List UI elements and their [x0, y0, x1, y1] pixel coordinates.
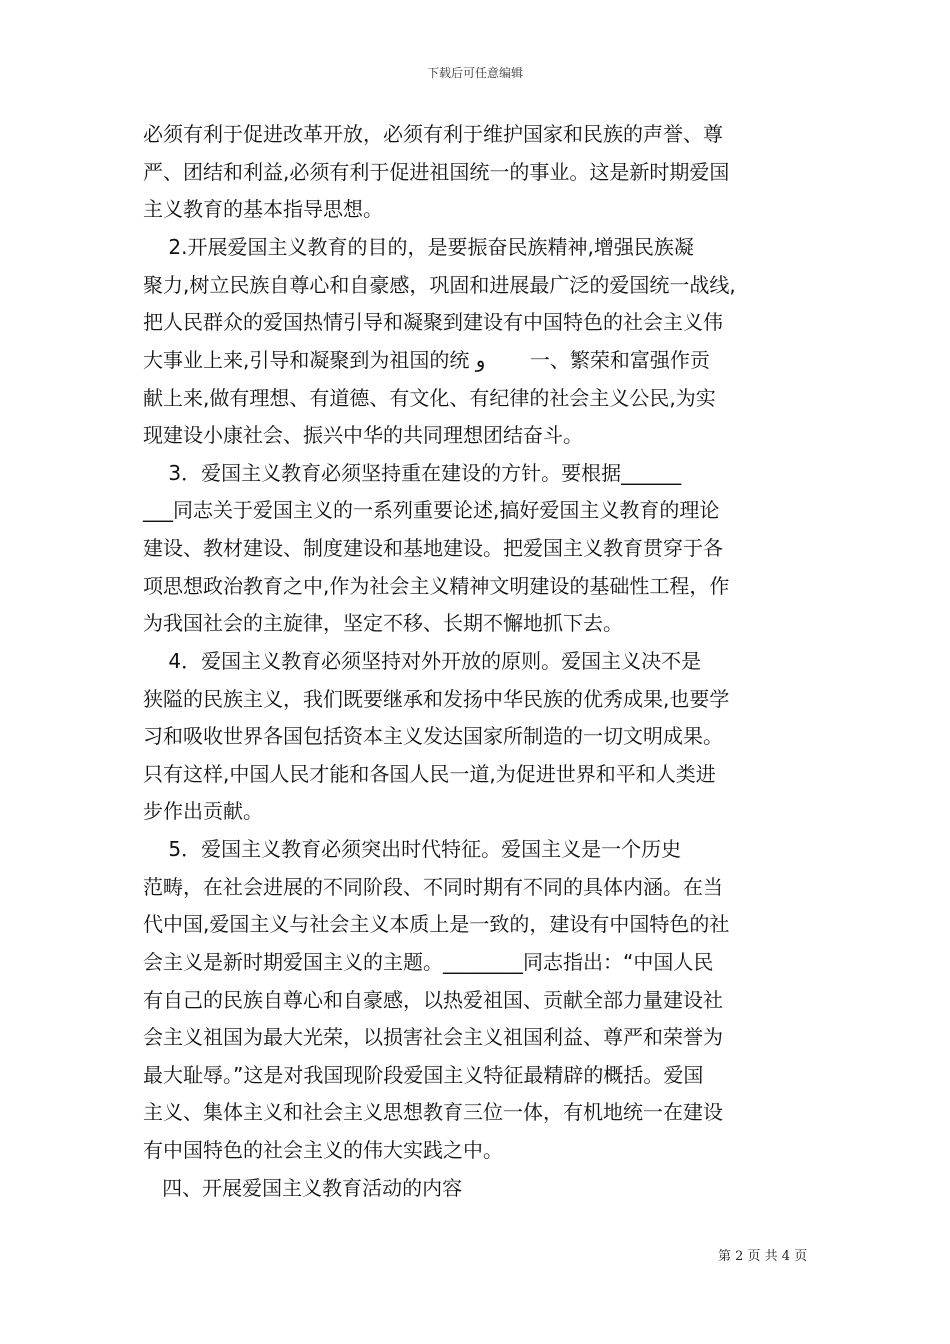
body-line: 3．爱国主义教育必须坚持重在建设的方针。要根据______: [143, 461, 682, 485]
body-line: 建设、教材建设、制度建设和基地建设。把爱国主义教育贯穿于各: [143, 536, 723, 560]
body-line: 狭隘的民族主义，我们既要继承和发扬中华民族的优秀成果,也要学: [143, 687, 730, 711]
body-line: 献上来,做有理想、有道德、有文化、有纪律的社会主义公民,为实: [143, 386, 716, 410]
body-line: 聚力,树立民族自尊心和自豪感，巩固和进展最广泛的爱国统一战线,: [143, 273, 736, 297]
body-line: ___同志关于爱国主义的一系列重要论述,搞好爱国主义教育的理论: [143, 498, 720, 522]
body-line: 只有这样,中国人民才能和各国人民一道,为促进世界和平和人类进: [143, 762, 716, 786]
section-heading: 四、开展爱国主义教育活动的内容: [143, 1176, 463, 1200]
body-line: 习和吸收世界各国包括资本主义发达国家所制造的一切文明成果。: [143, 724, 723, 748]
body-line: 最大耻辱。”这是对我国现阶段爱国主义特征最精辟的概括。爱国: [143, 1063, 704, 1087]
body-line: 必须有利于促进改革开放，必须有利于维护国家和民族的声誉、尊: [143, 122, 723, 146]
body-line: 项思想政治教育之中,作为社会主义精神文明建设的基础性工程，作: [143, 574, 730, 598]
body-line: 大事业上来,引导和凝聚到为祖国的统 و 一、繁荣和富强作贡: [143, 348, 710, 372]
body-line: 代中国,爱国主义与社会主义本质上是一致的，建设有中国特色的社: [143, 912, 730, 936]
body-line: 主义教育的基本指导思想。: [143, 197, 383, 221]
body-line: 严、团结和利益,必须有利于促进祖国统一的事业。这是新时期爱国: [143, 160, 730, 184]
page-header: 下载后可任意编辑: [426, 66, 523, 80]
body-line: 会主义是新时期爱国主义的主题。________同志指出：“中国人民: [143, 950, 714, 974]
body-line: 为我国社会的主旋律，坚定不移、长期不懈地抓下去。: [143, 611, 623, 635]
body-line: 主义、集体主义和社会主义思想教育三位一体，有机地统一在建设: [143, 1100, 723, 1124]
body-line: 会主义祖国为最大光荣，以损害社会主义祖国利益、尊严和荣誉为: [143, 1025, 723, 1049]
body-line: 现建设小康社会、振兴中华的共同理想团结奋斗。: [143, 423, 583, 447]
body-line: 4．爱国主义教育必须坚持对外开放的原则。爱国主义决不是: [143, 649, 702, 673]
body-line: 5．爱国主义教育必须突出时代特征。爱国主义是一个历史: [143, 837, 682, 861]
body-line: 把人民群众的爱国热情引导和凝聚到建设有中国特色的社会主义伟: [143, 310, 723, 334]
page-number: 第 2 页 共 4 页: [718, 1249, 808, 1264]
body-line: 步作出贡献。: [143, 799, 263, 823]
body-line: 有自己的民族自尊心和自豪感，以热爱祖国、贡献全部力量建设社: [143, 988, 723, 1012]
body-line: 有中国特色的社会主义的伟大实践之中。: [143, 1138, 503, 1162]
body-line: 2.开展爱国主义教育的目的，是要振奋民族精神,增强民族凝: [143, 235, 694, 259]
body-line: 范畴，在社会进展的不同阶段、不同时期有不同的具体内涵。在当: [143, 875, 723, 899]
